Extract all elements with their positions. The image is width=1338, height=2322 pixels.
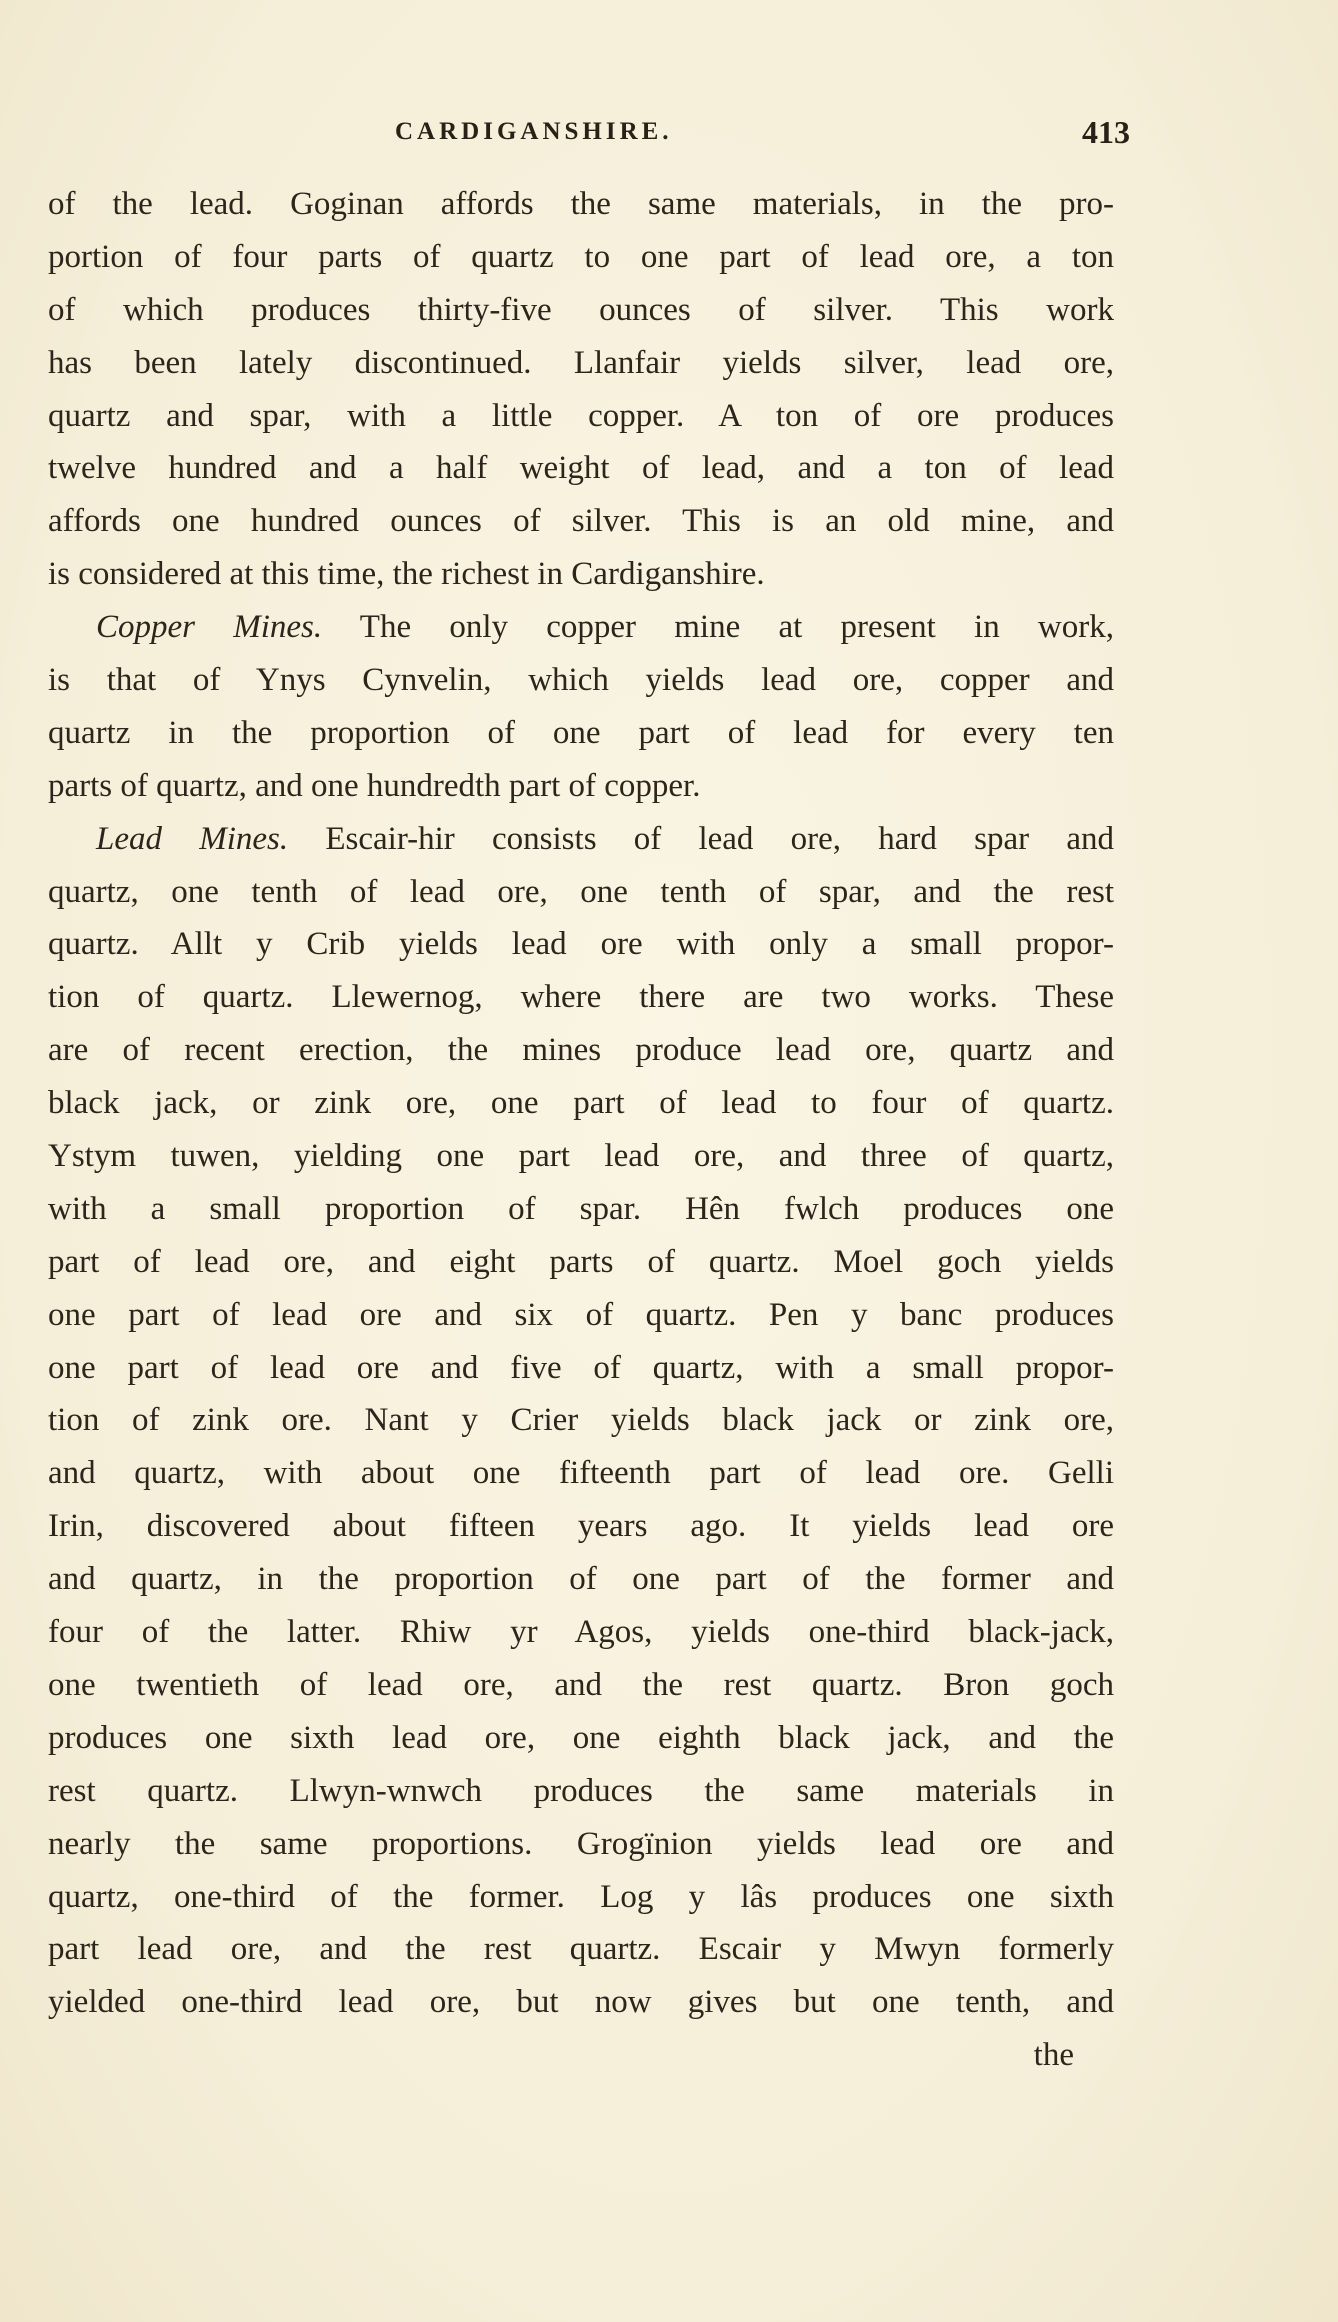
text-line: The only copper mine at present in work, <box>359 609 1114 646</box>
lead-mines-paragraph-start <box>48 813 1114 866</box>
text-line: Ystym tuwen, yielding one part lead ore, and three of quartz, <box>48 1138 1114 1175</box>
page-header <box>395 114 1130 158</box>
text-line: with a small proportion of spar. Hên fwlch produces one <box>48 1190 1114 1227</box>
text-line: quartz. Allt y Crib yields lead ore with only a small propor- <box>48 926 1114 963</box>
text-line: part of lead ore, and eight parts of quartz. Moel goch yields <box>48 1243 1114 1280</box>
text-line: black jack, or zink ore, one part of lead to four of quartz. <box>48 1085 1114 1122</box>
text-line: of the lead. Goginan affords the same materials, in the pro- <box>48 186 1114 222</box>
body-text <box>48 178 1114 2082</box>
text-line: four of the latter. Rhiw yr Agos, yields one-third black-jack, <box>48 1614 1114 1651</box>
text-line: nearly the same proportions. Grogïnion yields lead ore and <box>48 1825 1114 1862</box>
text-line: quartz, one tenth of lead ore, one tenth of spar, and the rest <box>48 873 1114 910</box>
copper-mines-paragraph-start <box>48 601 1114 654</box>
text-line: tion of quartz. Llewernog, where there are two works. These <box>48 979 1114 1016</box>
text-line: produces one sixth lead ore, one eighth black jack, and the <box>48 1719 1114 1756</box>
text-line: rest quartz. Llwyn-wnwch produces the same materials in <box>48 1772 1114 1809</box>
text-line: has been lately discontinued. Llanfair yields silver, lead ore, <box>48 344 1114 381</box>
text-line: twelve hundred and a half weight of lead, and a ton of lead <box>48 450 1114 487</box>
text-line: one part of lead ore and five of quartz, with a small propor- <box>48 1349 1114 1386</box>
text-line: quartz in the proportion of one part of lead for every ten <box>48 714 1114 751</box>
text-line: one part of lead ore and six of quartz. Pen y banc produces <box>48 1296 1114 1333</box>
text-line: portion of four parts of quartz to one part of lead ore, a ton <box>48 238 1114 275</box>
page-number: 413 <box>1082 114 1130 150</box>
text-line: part lead ore, and the rest quartz. Escair y Mwyn formerly <box>48 1931 1114 1968</box>
running-head: CARDIGANSHIRE. <box>395 118 673 145</box>
text-line: is that of Ynys Cynvelin, which yields lead ore, copper and <box>48 662 1114 699</box>
lead-mines-heading: Lead Mines. <box>96 820 289 857</box>
copper-mines-heading: Copper Mines. <box>96 609 323 646</box>
text-line: quartz and spar, with a little copper. A ton of ore produces <box>48 397 1114 434</box>
text-line: Escair-hir consists of lead ore, hard spar and <box>325 820 1114 857</box>
text-line: one twentieth of lead ore, and the rest quartz. Bron goch <box>48 1666 1114 1703</box>
text-line: affords one hundred ounces of silver. This is an old mine, and <box>48 503 1114 540</box>
text-line: of which produces thirty-five ounces of silver. This work <box>48 291 1114 328</box>
text-line: is considered at this time, the richest in Cardiganshire. <box>48 556 765 593</box>
text-line: and quartz, with about one fifteenth part of lead ore. Gelli <box>48 1455 1114 1492</box>
catchword: the <box>1033 2037 1074 2074</box>
text-line: quartz, one-third of the former. Log y lâs produces one sixth <box>48 1878 1114 1915</box>
text-line: tion of zink ore. Nant y Crier yields black jack or zink ore, <box>48 1402 1114 1439</box>
text-line: and quartz, in the proportion of one part of the former and <box>48 1561 1114 1598</box>
text-line: are of recent erection, the mines produce lead ore, quartz and <box>48 1032 1114 1069</box>
text-line: Irin, discovered about fifteen years ago. It yields lead ore <box>48 1508 1114 1545</box>
text-line: yielded one-third lead ore, but now gives but one tenth, and <box>48 1984 1114 2021</box>
text-line: parts of quartz, and one hundredth part of copper. <box>48 767 701 804</box>
